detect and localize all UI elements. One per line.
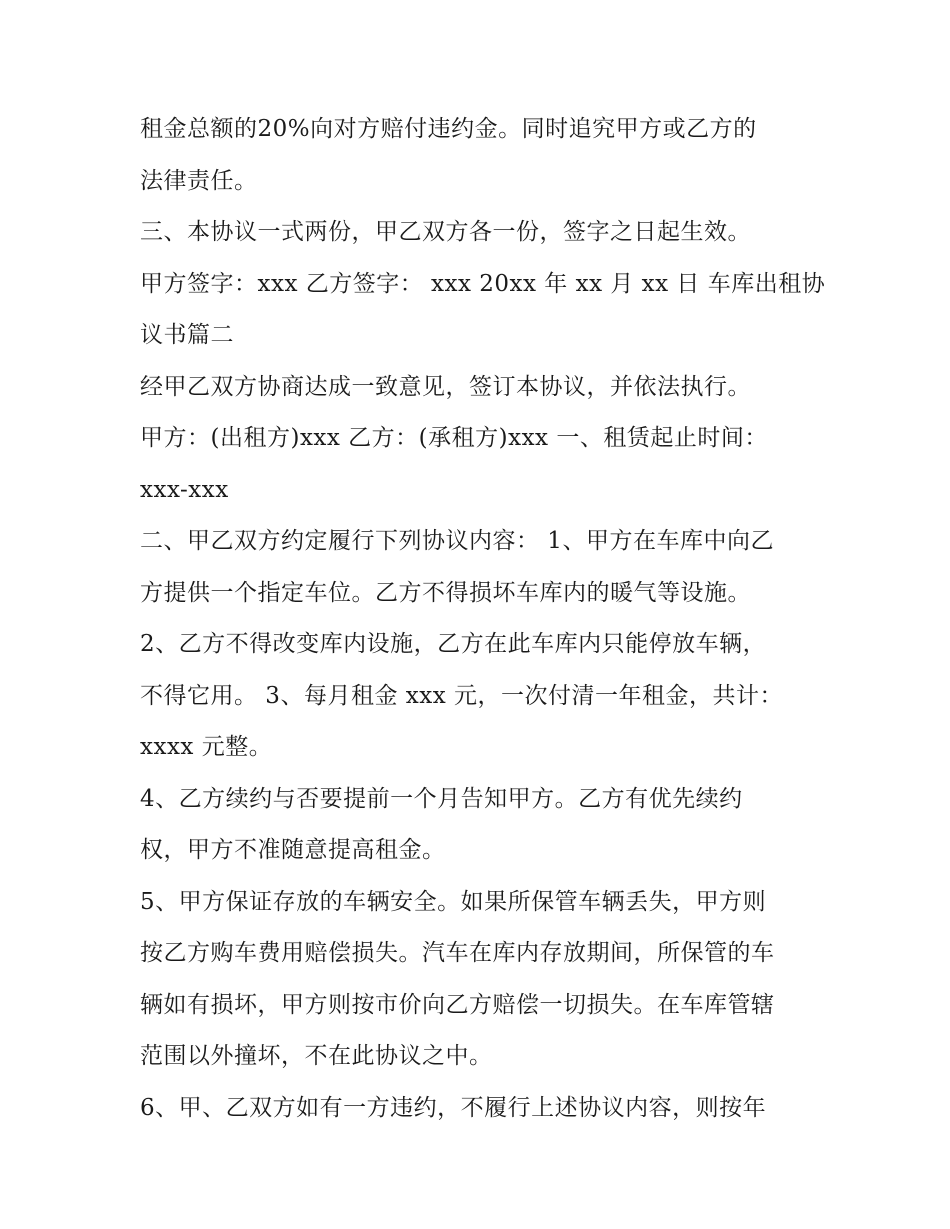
text-line: 5、甲方保证存放的车辆安全。如果所保管车辆丢失，甲方则 bbox=[140, 888, 767, 915]
text-line: 三、本协议一式两份，甲乙双方各一份，签字之日起生效。 bbox=[140, 219, 751, 245]
text-line: 议书篇二 bbox=[140, 322, 234, 348]
text-line: 4、乙方续约与否要提前一个月告知甲方。乙方有优先续约 bbox=[140, 785, 743, 812]
text-line: 6、甲、乙双方如有一方违约，不履行上述协议内容，则按年 bbox=[140, 1094, 767, 1121]
text-line: xxx-xxx bbox=[140, 476, 229, 503]
text-line: 租金总额的20%向对方赔付违约金。同时追究甲方或乙方的 bbox=[140, 116, 757, 142]
document-body bbox=[140, 108, 840, 1138]
text-line: 2、乙方不得改变库内设施，乙方在此车库内只能停放车辆， bbox=[140, 631, 767, 657]
text-line: 经甲乙双方协商达成一致意见，签订本协议，并依法执行。 bbox=[140, 373, 751, 400]
text-line: 甲方：(出租方)xxx 乙方：(承租方)xxx 一、租赁起止时间： bbox=[140, 425, 768, 451]
text-line: xxxx 元整。 bbox=[140, 734, 273, 760]
text-line: 甲方签字：xxx 乙方签字： xxx 20xx 年 xx 月 xx 日 车库出租协 bbox=[140, 270, 826, 297]
text-line: 范围以外撞坏，不在此协议之中。 bbox=[140, 1043, 493, 1069]
text-line: 方提供一个指定车位。乙方不得损坏车库内的暖气等设施。 bbox=[140, 579, 751, 606]
text-line: 二、甲乙双方约定履行下列协议内容： 1、甲方在车库中向乙 bbox=[140, 528, 774, 554]
text-line: 不得它用。 3、每月租金 xxx 元，一次付清一年租金，共计： bbox=[140, 682, 783, 709]
text-line: 辆如有损坏，甲方则按市价向乙方赔偿一切损失。在车库管辖 bbox=[140, 991, 775, 1018]
text-line: 法律责任。 bbox=[140, 167, 258, 194]
text-line: 按乙方购车费用赔偿损失。汽车在库内存放期间，所保管的车 bbox=[140, 940, 775, 966]
text-line: 权，甲方不准随意提高租金。 bbox=[140, 837, 446, 863]
